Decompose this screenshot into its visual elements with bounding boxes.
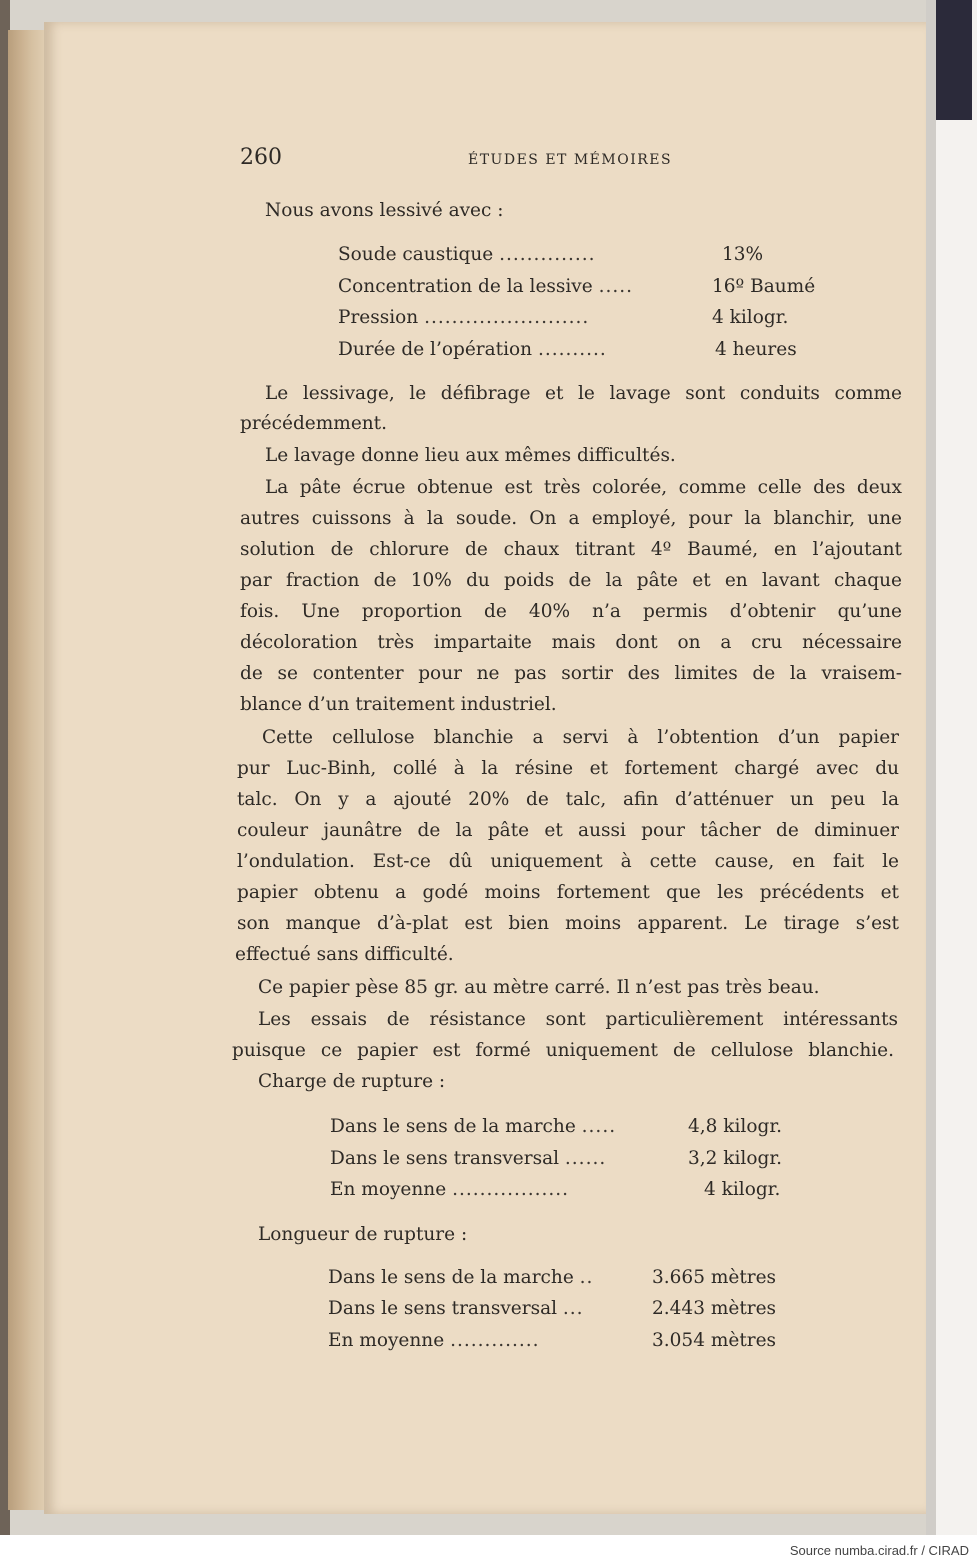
paragraph-line: talc. On y a ajouté 20% de talc, afin d’atténuer un peu la xyxy=(237,789,899,810)
charge-row xyxy=(330,1116,616,1137)
paragraph-line: pur Luc-Binh, collé à la résine et fortement chargé avec du xyxy=(237,758,899,779)
charge-row xyxy=(330,1179,569,1200)
longueur-value: 3.665 mètres xyxy=(652,1267,777,1288)
section-title: Charge de rupture : xyxy=(258,1071,446,1092)
longueur-value: 2.443 mètres xyxy=(652,1298,777,1319)
leader-dots: .. xyxy=(579,1267,594,1288)
paragraph-line: papier obtenu a godé moins fortement que les précédents et xyxy=(237,882,899,903)
condition-value: 16º Baumé xyxy=(712,276,816,297)
paragraph-line: Le lessivage, le défibrage et le lavage sont conduits comme xyxy=(265,383,902,404)
charge-row xyxy=(330,1148,606,1169)
paragraph-line: blance d’un traitement industriel. xyxy=(240,694,557,715)
paragraph-line: Le lavage donne lieu aux mêmes difficultés. xyxy=(265,445,676,466)
condition-value: 13% xyxy=(722,244,764,265)
condition-label: Soude caustique xyxy=(338,244,494,265)
paragraph-line: effectué sans difficulté. xyxy=(235,944,454,965)
condition-row xyxy=(338,244,596,265)
leader-dots: .......... xyxy=(537,339,607,360)
longueur-row xyxy=(328,1330,540,1351)
condition-label: Pression xyxy=(338,307,419,328)
longueur-value: 3.054 mètres xyxy=(652,1330,777,1351)
condition-value: 4 heures xyxy=(715,339,797,360)
paragraph-line: l’ondulation. Est-ce dû uniquement à cette cause, en fait le xyxy=(237,851,899,872)
condition-row xyxy=(338,339,607,360)
condition-label: Concentration de la lessive xyxy=(338,276,593,297)
cover-strip xyxy=(926,0,936,1535)
leader-dots: ..... xyxy=(598,276,633,297)
intro-line: Nous avons lessivé avec : xyxy=(265,200,504,221)
paragraph-line: fois. Une proportion de 40% n’a permis d’obtenir qu’une xyxy=(240,601,902,622)
running-title: ÉTUDES ET MÉMOIRES xyxy=(468,152,673,168)
charge-value: 3,2 kilogr. xyxy=(688,1148,783,1169)
leader-dots: .............. xyxy=(499,244,596,265)
page-edges xyxy=(8,30,48,1510)
paragraph-line: Les essais de résistance sont particulièrement intéressants xyxy=(258,1009,898,1030)
condition-label: Durée de l’opération xyxy=(338,339,533,360)
paragraph-line: par fraction de 10% du poids de la pâte et en lavant chaque xyxy=(240,570,902,591)
paragraph-line: Ce papier pèse 85 gr. au mètre carré. Il n’est pas très beau. xyxy=(258,977,820,998)
paragraph-line: La pâte écrue obtenue est très colorée, comme celle des deux xyxy=(265,477,902,498)
condition-row xyxy=(338,307,589,328)
leader-dots: ... xyxy=(562,1298,584,1319)
leader-dots: ..... xyxy=(581,1116,617,1137)
page-number: 260 xyxy=(240,145,282,170)
paragraph-line: autres cuissons à la soude. On a employé, pour la blanchir, une xyxy=(240,508,902,529)
longueur-row xyxy=(328,1267,593,1288)
leader-dots: ................. xyxy=(452,1179,570,1200)
charge-value: 4,8 kilogr. xyxy=(688,1116,783,1137)
charge-label: Dans le sens transversal xyxy=(330,1148,560,1169)
paragraph-line: couleur jaunâtre de la pâte et aussi pour tâcher de diminuer xyxy=(237,820,899,841)
paragraph-line: son manque d’à-plat est bien moins apparent. Le tirage s’est xyxy=(237,913,899,934)
leader-dots: ............. xyxy=(450,1330,540,1351)
source-credit: Source numba.cirad.fr / CIRAD xyxy=(789,1543,969,1558)
paragraph-line: décoloration très impartaite mais dont on a cru nécessaire xyxy=(240,632,902,653)
cover-ribbon xyxy=(936,0,972,120)
longueur-label: Dans le sens de la marche xyxy=(328,1267,574,1288)
paragraph-line: de se contenter pour ne pas sortir des limites de la vraisem- xyxy=(240,663,902,684)
charge-label: Dans le sens de la marche xyxy=(330,1116,576,1137)
paragraph-line: solution de chlorure de chaux titrant 4º Baumé, en l’ajoutant xyxy=(240,539,902,560)
paragraph-line: Cette cellulose blanchie a servi à l’obtention d’un papier xyxy=(262,727,899,748)
section-title: Longueur de rupture : xyxy=(258,1224,468,1245)
longueur-label: En moyenne xyxy=(328,1330,445,1351)
longueur-label: Dans le sens transversal xyxy=(328,1298,558,1319)
charge-label: En moyenne xyxy=(330,1179,447,1200)
paragraph-line: puisque ce papier est formé uniquement de cellulose blanchie. xyxy=(232,1040,894,1061)
longueur-row xyxy=(328,1298,584,1319)
leader-dots: ........................ xyxy=(424,307,590,328)
charge-value: 4 kilogr. xyxy=(704,1179,781,1200)
paragraph-line: précédemment. xyxy=(240,413,387,434)
leader-dots: ...... xyxy=(564,1148,607,1169)
condition-row xyxy=(338,276,633,297)
condition-value: 4 kilogr. xyxy=(712,307,789,328)
